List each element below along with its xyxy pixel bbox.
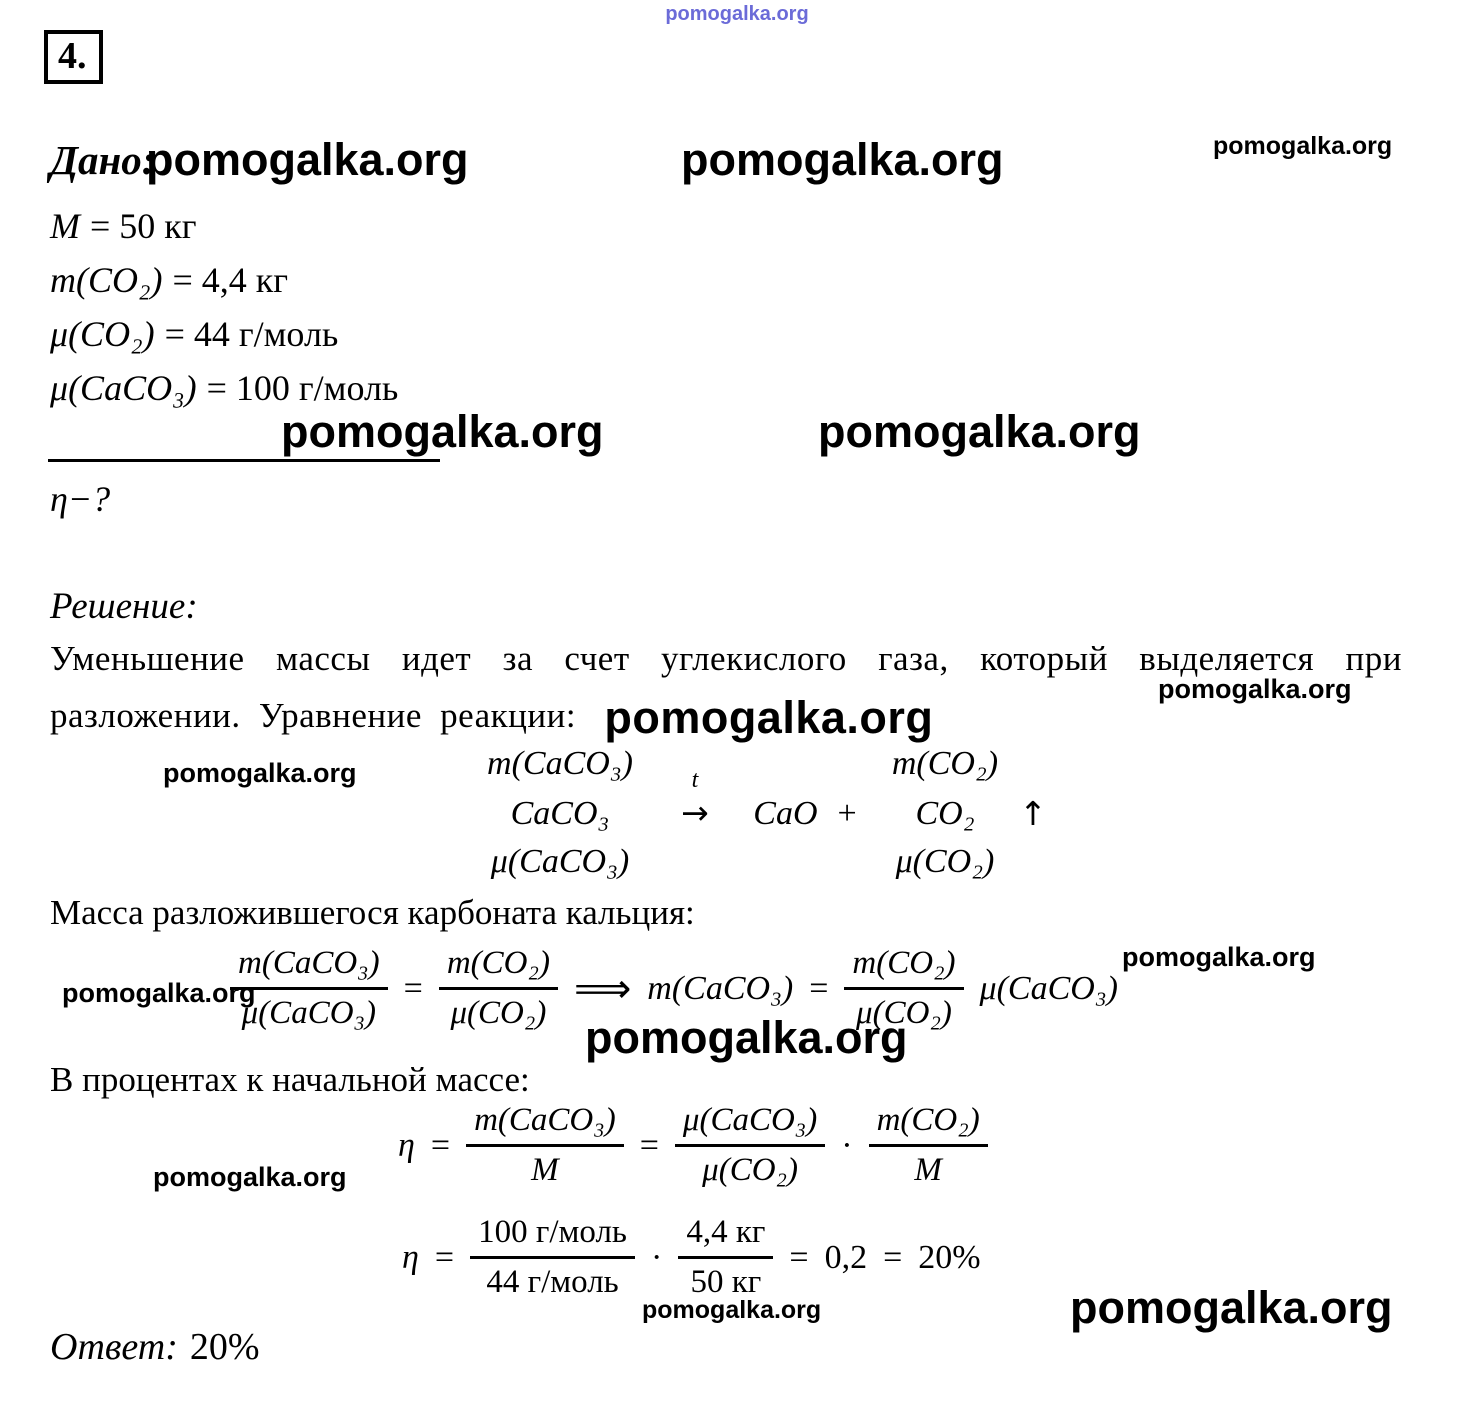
fraction-numerator: 4,4 кг bbox=[678, 1214, 773, 1259]
given-variable: M bbox=[50, 206, 80, 246]
problem-number-box bbox=[44, 30, 103, 84]
fraction bbox=[439, 945, 558, 1032]
fraction-denominator: M bbox=[531, 1152, 559, 1188]
arrow-condition-label: t bbox=[691, 767, 699, 793]
reaction-product-cao: CaO bbox=[753, 795, 818, 832]
fraction-numerator: m(CO₂) bbox=[869, 1102, 988, 1147]
reaction-mass-right: m(CO₂) bbox=[891, 745, 999, 782]
right-arrow-icon: → bbox=[681, 793, 709, 832]
watermark-given-center: pomogalka.org bbox=[681, 134, 1004, 185]
watermark-masseq-right: pomogalka.org bbox=[1122, 942, 1316, 972]
result-percent: 20% bbox=[918, 1238, 981, 1276]
reaction-equation bbox=[460, 745, 1056, 881]
equals-sign: = bbox=[639, 1126, 659, 1164]
reaction-reactant: CaCO₃ bbox=[510, 795, 610, 832]
mass-lhs: m(CaCO₃) bbox=[647, 969, 794, 1007]
equals-sign: = bbox=[434, 1238, 455, 1276]
mass-factor: μ(CaCO₃) bbox=[979, 969, 1118, 1007]
equals-sign: = bbox=[430, 1126, 451, 1164]
answer-label: Ответ: bbox=[50, 1326, 178, 1368]
equals-sign: = bbox=[403, 969, 423, 1007]
reaction-mu-left: μ(CaCO₃) bbox=[490, 843, 630, 880]
fraction bbox=[466, 1102, 624, 1189]
watermark-masseq-left: pomogalka.org bbox=[62, 978, 256, 1008]
result-value: 0,2 bbox=[824, 1238, 868, 1276]
numeric-equation bbox=[402, 1214, 981, 1301]
given-line bbox=[50, 205, 197, 247]
reaction-spacer bbox=[660, 843, 730, 881]
watermark-intro-inline: pomogalka.org bbox=[604, 691, 934, 743]
given-value: = 50 кг bbox=[90, 206, 197, 246]
fraction bbox=[230, 945, 388, 1032]
reaction-spacer bbox=[730, 745, 880, 783]
fraction-numerator: μ(CaCO₃) bbox=[675, 1102, 825, 1147]
given-variable: m(CO₂) bbox=[50, 260, 163, 300]
watermark-masseq-center: pomogalka.org bbox=[585, 1012, 908, 1063]
reaction-mu-right: μ(CO₂) bbox=[895, 843, 995, 880]
given-value: = 100 г/моль bbox=[206, 368, 399, 408]
reaction-spacer bbox=[1010, 745, 1056, 783]
implies-arrow-icon: ⟹ bbox=[573, 965, 632, 1012]
gas-up-arrow-icon: ↑ bbox=[1019, 794, 1047, 833]
fraction-denominator: M bbox=[914, 1152, 942, 1188]
reaction-product-co2: CO₂ bbox=[915, 795, 975, 832]
fraction bbox=[470, 1214, 635, 1301]
fraction bbox=[678, 1214, 773, 1301]
given-line bbox=[50, 313, 338, 355]
mass-heading: Масса разложившегося карбоната кальция: bbox=[50, 893, 695, 932]
fraction-denominator: 50 кг bbox=[690, 1264, 762, 1300]
find-symbol: η−? bbox=[50, 479, 111, 519]
watermark-intro-right: pomogalka.org bbox=[1158, 674, 1352, 704]
fraction-numerator: 100 г/моль bbox=[470, 1214, 635, 1259]
equals-sign: = bbox=[883, 1238, 903, 1276]
reaction-mass-left: m(CaCO₃) bbox=[487, 745, 633, 782]
eta-equation bbox=[398, 1102, 988, 1189]
fraction-denominator: μ(CO₂) bbox=[450, 995, 547, 1031]
given-line bbox=[50, 367, 398, 409]
fraction-denominator: 44 г/моль bbox=[486, 1264, 619, 1300]
watermark-reaction-left: pomogalka.org bbox=[163, 758, 357, 788]
answer-value: 20% bbox=[189, 1326, 260, 1368]
given-value: = 4,4 кг bbox=[172, 260, 289, 300]
multiply-dot: · bbox=[650, 1238, 663, 1276]
problem-number: 4. bbox=[58, 35, 87, 77]
reaction-spacer bbox=[730, 843, 880, 881]
eta-symbol: η bbox=[398, 1126, 415, 1164]
given-divider bbox=[48, 459, 440, 462]
fraction bbox=[675, 1102, 825, 1189]
fraction-numerator: m(CO₂) bbox=[439, 945, 558, 990]
fraction-denominator: μ(CaCO₃) bbox=[241, 995, 376, 1031]
watermark-top: pomogalka.org bbox=[665, 3, 809, 25]
given-value: = 44 г/моль bbox=[164, 314, 339, 354]
reaction-spacer bbox=[1010, 843, 1056, 881]
given-variable: μ(CaCO₃) bbox=[50, 368, 197, 408]
watermark-mid-right: pomogalka.org bbox=[818, 406, 1141, 457]
reaction-arrow bbox=[681, 767, 709, 833]
percent-heading: В процентах к начальной массе: bbox=[50, 1060, 530, 1099]
fraction-denominator: μ(CO₂) bbox=[702, 1152, 798, 1188]
watermark-mid-left: pomogalka.org bbox=[281, 406, 604, 457]
watermark-given-right: pomogalka.org bbox=[1213, 132, 1393, 160]
eta-symbol: η bbox=[402, 1238, 419, 1276]
watermark-bottom-center: pomogalka.org bbox=[642, 1296, 822, 1324]
fraction-numerator: m(CaCO₃) bbox=[230, 945, 388, 990]
watermark-given-left: pomogalka.org bbox=[146, 134, 469, 185]
fraction bbox=[869, 1102, 988, 1189]
fraction-denominator: μ(CO₂) bbox=[856, 995, 952, 1031]
equals-sign: = bbox=[789, 1238, 809, 1276]
given-line bbox=[50, 259, 288, 301]
equals-sign: = bbox=[809, 969, 829, 1007]
solution-intro-text: Уменьшение массы идет за счет углекислого газа, который выделяется при разложении. Уравнение реакции: bbox=[50, 639, 1402, 735]
solution-label: Решение: bbox=[50, 586, 198, 627]
given-variable: μ(CO₂) bbox=[50, 314, 155, 354]
given-label: Дано: bbox=[50, 137, 156, 183]
answer-line bbox=[50, 1325, 260, 1369]
watermark-etaeq-left: pomogalka.org bbox=[153, 1162, 347, 1192]
fraction-numerator: m(CO₂) bbox=[844, 945, 963, 990]
watermark-bottom-right: pomogalka.org bbox=[1070, 1282, 1393, 1333]
fraction-numerator: m(CaCO₃) bbox=[466, 1102, 624, 1147]
plus-sign: + bbox=[837, 795, 857, 832]
multiply-dot: · bbox=[841, 1126, 853, 1164]
